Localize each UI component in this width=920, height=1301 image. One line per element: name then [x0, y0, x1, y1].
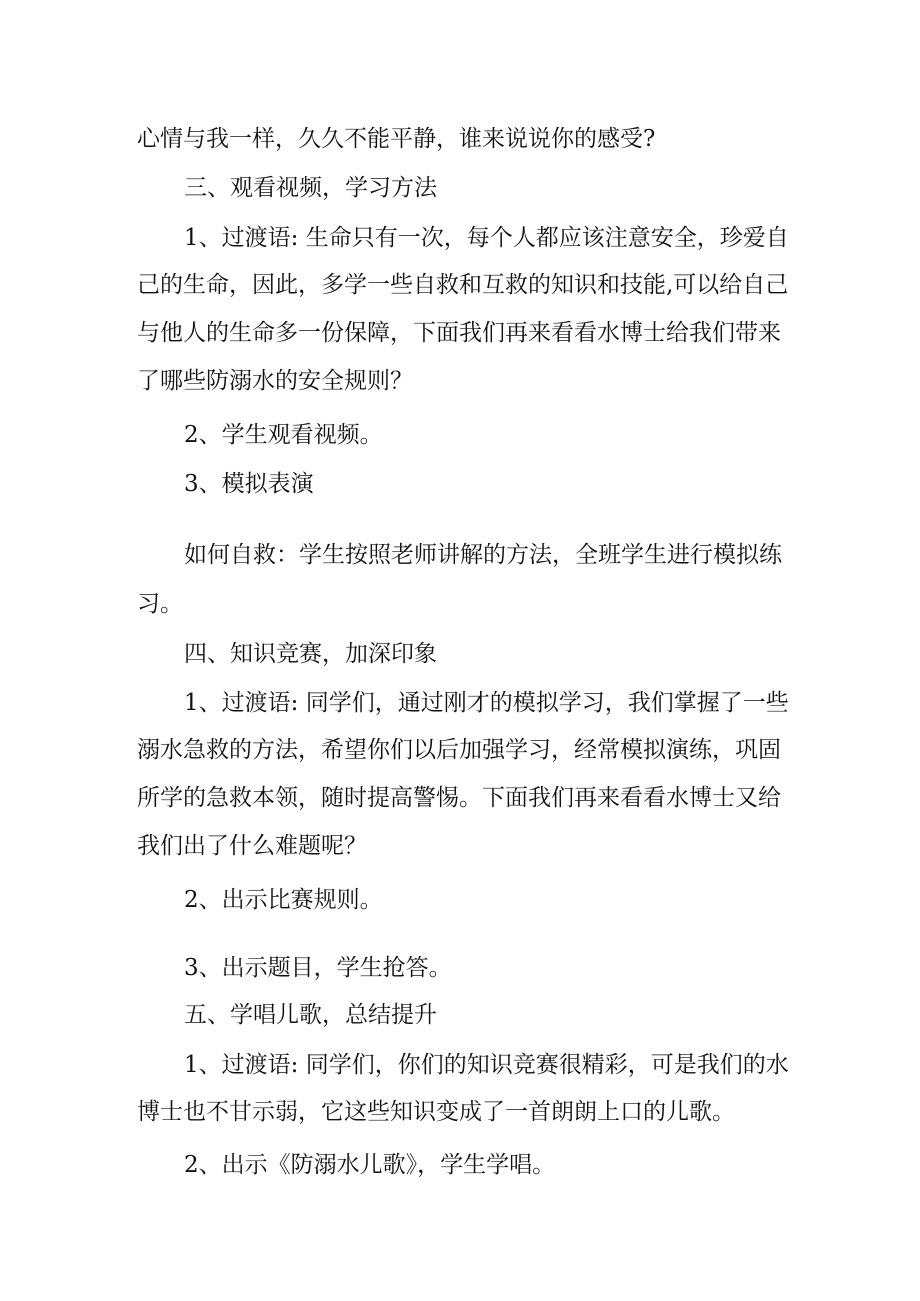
text-line: 3、出示题目，学生抢答。 [184, 955, 452, 981]
text-line: 习。 [137, 591, 183, 617]
text-line: 己的生命，因此，多学一些自救和互救的知识和技能,可以给自己 [137, 272, 789, 298]
section-heading: 四、知识竞赛，加深印象 [184, 641, 437, 667]
text-line: 2、学生观看视频。 [184, 422, 383, 448]
text-line: 所学的急救本领，随时提高警惕。下面我们再来看看水博士又给 [137, 785, 781, 811]
text-line: 如何自救：学生按照老师讲解的方法，全班学生进行模拟练 [184, 542, 782, 568]
text-line: 1、过渡语: 同学们，通过刚才的模拟学习，我们掌握了一些 [184, 690, 789, 716]
text-line: 2、出示《防溺水儿歌》，学生学唱。 [184, 1152, 556, 1178]
text-line: 1、过渡语: 生命只有一次，每个人都应该注意安全，珍爱自 [184, 225, 789, 251]
section-heading: 五、学唱儿歌，总结提升 [184, 1002, 437, 1028]
text-line: 1、过渡语: 同学们，你们的知识竞赛很精彩，可是我们的水 [184, 1052, 789, 1078]
text-line: 了哪些防溺水的安全规则？ [137, 368, 413, 394]
text-line: 心情与我一样，久久不能平静，谁来说说你的感受? [137, 126, 656, 152]
text-line: 我们出了什么难题呢？ [137, 833, 367, 859]
text-line: 3、模拟表演 [184, 471, 314, 497]
text-line: 2、出示比赛规则。 [184, 887, 383, 913]
text-line: 溺水急救的方法，希望你们以后加强学习，经常模拟演练，巩固 [137, 737, 781, 763]
text-line: 与他人的生命多一份保障，下面我们再来看看水博士给我们带来 [137, 320, 781, 346]
section-heading: 三、观看视频，学习方法 [184, 175, 437, 201]
text-line: 博士也不甘示弱，它这些知识变成了一首朗朗上口的儿歌。 [137, 1099, 735, 1125]
